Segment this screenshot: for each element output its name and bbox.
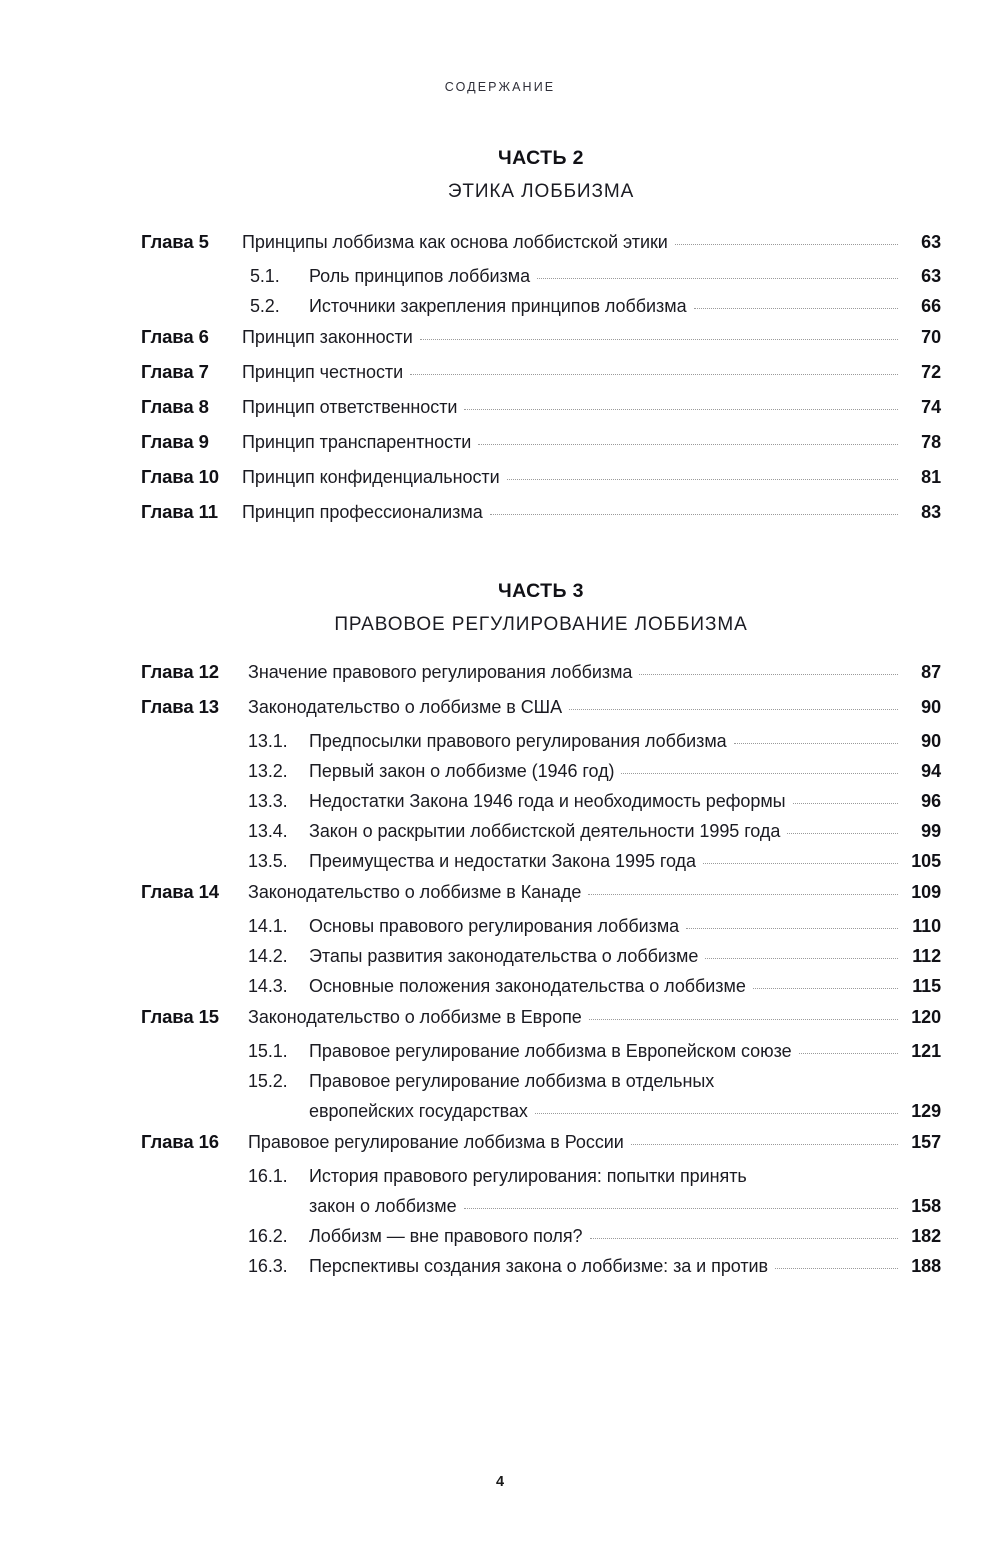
toc-section-row[interactable] — [141, 731, 941, 752]
chapter-title: Принцип честности — [242, 361, 404, 382]
section-page-number: 129 — [911, 1101, 941, 1122]
toc-section-row[interactable] — [141, 976, 941, 997]
toc-entries-part-2 — [141, 231, 941, 523]
toc-chapter-row[interactable] — [141, 881, 941, 903]
dot-leader — [589, 1018, 898, 1020]
dot-leader — [478, 443, 898, 445]
toc-chapter-row[interactable] — [141, 326, 941, 348]
toc-section-row[interactable] — [141, 821, 941, 842]
toc-chapter-row[interactable] — [141, 501, 941, 523]
toc-chapter-row[interactable] — [141, 396, 941, 418]
dot-leader — [464, 408, 898, 410]
part-number: ЧАСТЬ 2 — [498, 147, 584, 169]
dot-leader — [754, 1178, 898, 1179]
section-number: 13.1. — [248, 731, 288, 752]
toc-section-row[interactable] — [141, 791, 941, 812]
dot-leader — [705, 957, 898, 959]
dot-leader — [721, 1083, 898, 1084]
toc-chapter-row[interactable] — [141, 361, 941, 383]
chapter-label: Глава 9 — [141, 430, 209, 452]
section-page-number: 110 — [912, 916, 941, 937]
chapter-label: Глава 10 — [141, 465, 219, 487]
toc-entries-part-3 — [141, 661, 941, 1277]
section-title: Основные положения законодательства о лоббизме — [309, 976, 746, 997]
part-heading-2 — [141, 146, 941, 205]
toc-section-row[interactable] — [141, 266, 941, 287]
dot-leader — [590, 1237, 898, 1239]
section-number: 13.4. — [248, 821, 288, 842]
dot-leader — [703, 862, 898, 864]
section-page-number: 90 — [921, 731, 941, 752]
section-number: 16.2. — [248, 1226, 288, 1247]
dot-leader — [464, 1207, 898, 1209]
dot-leader — [621, 772, 898, 774]
chapter-page-number: 90 — [921, 697, 941, 718]
toc-section-continuation-row[interactable] — [141, 1101, 941, 1122]
dot-leader — [753, 987, 898, 989]
section-title: Закон о раскрытии лоббистской деятельности 1995 года — [309, 821, 781, 842]
chapter-label: Глава 8 — [141, 395, 209, 417]
toc-section-row[interactable] — [141, 1041, 941, 1062]
section-title: Роль принципов лоббизма — [309, 265, 531, 286]
section-title: Источники закрепления принципов лоббизма — [309, 295, 687, 316]
toc-chapter-row[interactable] — [141, 696, 941, 718]
dot-leader — [793, 802, 898, 804]
toc-section-row[interactable] — [141, 946, 941, 967]
section-page-number: 105 — [911, 851, 941, 872]
toc-section-continuation-row[interactable] — [141, 1196, 941, 1217]
chapter-title: Принцип ответственности — [242, 396, 458, 417]
section-title: Правовое регулирование лоббизма в Европейском союзе — [309, 1041, 792, 1062]
chapter-title: Законодательство о лоббизме в Канаде — [248, 882, 582, 903]
dot-leader — [588, 893, 898, 895]
section-page-number: 188 — [911, 1256, 941, 1277]
section-page-number: 94 — [921, 761, 941, 782]
dot-leader — [686, 927, 898, 929]
chapter-label: Глава 7 — [141, 360, 209, 382]
chapter-label: Глава 16 — [141, 1131, 219, 1153]
chapter-page-number: 109 — [911, 882, 941, 903]
toc-body — [141, 130, 941, 1286]
chapter-label: Глава 11 — [141, 500, 218, 522]
chapter-title: Принцип законности — [242, 326, 413, 347]
section-title: Этапы развития законодательства о лоббизме — [309, 946, 699, 967]
toc-section-row[interactable] — [141, 1166, 941, 1187]
section-number: 13.3. — [248, 791, 288, 812]
section-page-number: 63 — [921, 265, 941, 286]
toc-section-row[interactable] — [141, 851, 941, 872]
toc-section-row[interactable] — [141, 1071, 941, 1092]
section-number: 16.3. — [248, 1256, 288, 1277]
section-page-number: 112 — [912, 946, 941, 967]
section-page-number: 96 — [921, 791, 941, 812]
dot-leader — [537, 277, 898, 279]
dot-leader — [535, 1112, 898, 1114]
section-title-continued: европейских государствах — [309, 1101, 528, 1122]
section-number: 16.1. — [248, 1166, 288, 1187]
section-page-number: 99 — [921, 821, 941, 842]
section-number: 14.3. — [248, 976, 288, 997]
chapter-page-number: 70 — [921, 326, 941, 347]
section-number: 15.2. — [248, 1071, 288, 1092]
dot-leader — [775, 1267, 898, 1269]
chapter-title: Принцип конфиденциальности — [242, 466, 500, 487]
chapter-label: Глава 14 — [141, 881, 219, 903]
section-number: 13.2. — [248, 761, 288, 782]
section-title: Недостатки Закона 1946 года и необходимость реформы — [309, 791, 786, 812]
running-head: СОДЕРЖАНИЕ — [444, 80, 556, 94]
chapter-label: Глава 6 — [141, 325, 209, 347]
toc-chapter-row[interactable] — [141, 661, 941, 683]
dot-leader — [639, 673, 898, 675]
chapter-title: Принцип профессионализма — [242, 501, 483, 522]
section-title: Преимущества и недостатки Закона 1995 года — [309, 851, 696, 872]
chapter-page-number: 78 — [921, 431, 941, 452]
chapter-title: Значение правового регулирования лоббизма — [248, 662, 633, 683]
chapter-title: Законодательство о лоббизме в США — [248, 697, 563, 718]
toc-section-row[interactable] — [141, 761, 941, 782]
dot-leader — [420, 338, 898, 340]
section-page-number: 115 — [912, 976, 941, 997]
dot-leader — [569, 708, 898, 710]
dot-leader — [734, 742, 898, 744]
section-number: 13.5. — [248, 851, 288, 872]
toc-section-row[interactable] — [141, 916, 941, 937]
section-title: Лоббизм — вне правового поля? — [309, 1226, 583, 1247]
chapter-label: Глава 5 — [141, 230, 209, 252]
toc-chapter-row[interactable] — [141, 466, 941, 488]
part-heading-3 — [141, 579, 941, 638]
part-number: ЧАСТЬ 3 — [498, 579, 584, 602]
section-number: 5.1. — [250, 265, 280, 286]
section-number: 14.2. — [248, 946, 288, 967]
toc-section-row[interactable] — [141, 1226, 941, 1247]
chapter-page-number: 63 — [921, 231, 941, 252]
toc-chapter-row[interactable] — [141, 1131, 941, 1153]
section-title-continued: закон о лоббизме — [309, 1196, 457, 1217]
chapter-page-number: 83 — [921, 501, 941, 522]
chapter-page-number: 120 — [911, 1007, 941, 1028]
section-page-number: 121 — [911, 1041, 941, 1062]
section-title: История правового регулирования: попытки принять — [309, 1166, 747, 1187]
chapter-label: Глава 15 — [141, 1006, 219, 1028]
section-page-number: 182 — [911, 1226, 941, 1247]
toc-chapter-row[interactable] — [141, 231, 941, 253]
section-number: 5.2. — [250, 295, 280, 316]
chapter-page-number: 81 — [921, 466, 941, 487]
toc-chapter-row[interactable] — [141, 1006, 941, 1028]
chapter-page-number: 74 — [921, 396, 941, 417]
chapter-title: Принцип транспарентности — [242, 431, 472, 452]
chapter-label: Глава 12 — [141, 661, 219, 683]
dot-leader — [675, 243, 898, 245]
dot-leader — [410, 373, 898, 375]
dot-leader — [787, 832, 898, 834]
dot-leader — [507, 478, 898, 480]
section-title: Первый закон о лоббизме (1946 год) — [309, 761, 615, 782]
part-title: ЭТИКА ЛОББИЗМА — [447, 180, 635, 202]
section-title: Предпосылки правового регулирования лоббизма — [309, 731, 727, 752]
section-title: Правовое регулирование лоббизма в отдельных — [309, 1071, 715, 1092]
part-title: ПРАВОВОЕ РЕГУЛИРОВАНИЕ ЛОББИЗМА — [334, 613, 748, 635]
section-title: Перспективы создания закона о лоббизме: за и против — [309, 1256, 769, 1277]
section-number: 14.1. — [248, 916, 288, 937]
toc-section-row[interactable] — [141, 296, 941, 317]
dot-leader — [799, 1052, 898, 1054]
chapter-page-number: 157 — [911, 1132, 941, 1153]
chapter-title: Правовое регулирование лоббизма в России — [248, 1132, 624, 1153]
chapter-page-number: 87 — [921, 662, 941, 683]
dot-leader — [694, 307, 898, 309]
section-page-number: 158 — [911, 1196, 941, 1217]
section-number: 15.1. — [248, 1041, 288, 1062]
toc-chapter-row[interactable] — [141, 431, 941, 453]
dot-leader — [631, 1143, 898, 1145]
chapter-label: Глава 13 — [141, 696, 219, 718]
dot-leader — [490, 513, 898, 515]
page-number-folio: 4 — [495, 1474, 505, 1490]
section-title: Основы правового регулирования лоббизма — [309, 916, 680, 937]
toc-section-row[interactable] — [141, 1256, 941, 1277]
chapter-title: Законодательство о лоббизме в Европе — [248, 1007, 582, 1028]
chapter-title: Принципы лоббизма как основа лоббистской этики — [242, 231, 668, 252]
section-page-number: 66 — [921, 295, 941, 316]
chapter-page-number: 72 — [921, 361, 941, 382]
